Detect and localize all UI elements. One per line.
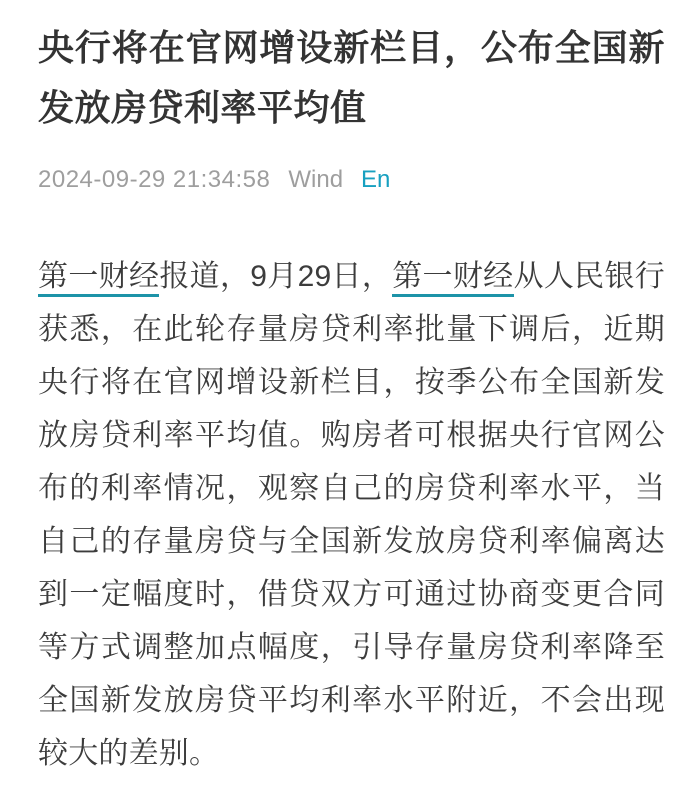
source-label: Wind: [288, 166, 344, 193]
article-title: 央行将在官网增设新栏目，公布全国新发放房贷利率平均值: [38, 27, 665, 128]
paragraph-text: 报道，9月29日，: [159, 260, 393, 293]
article-paragraph: [38, 250, 665, 780]
publish-timestamp: 2024-09-29 21:34:58: [38, 166, 271, 193]
inline-link-yicai[interactable]: 第一财经: [392, 260, 513, 297]
inline-link-yicai[interactable]: 第一财经: [38, 260, 159, 297]
article-meta: [38, 165, 665, 195]
paragraph-text: 从人民银行获悉，在此轮存量房贷利率批量下调后，近期央行将在官网增设新栏目，按季公布全国新发放房贷利率平均值。购房者可根据央行官网公布的利率情况，观察自己的房贷利率水平，当自己的存量房贷与全国新发放房贷利率偏离达到一定幅度时，借贷双方可通过协商变更合同等方式调整加点幅度，引导存量房贷利率降至全国新发放房贷平均利率水平附近，不会出现较大的差别。: [38, 260, 666, 770]
language-toggle-link[interactable]: En: [361, 166, 391, 193]
